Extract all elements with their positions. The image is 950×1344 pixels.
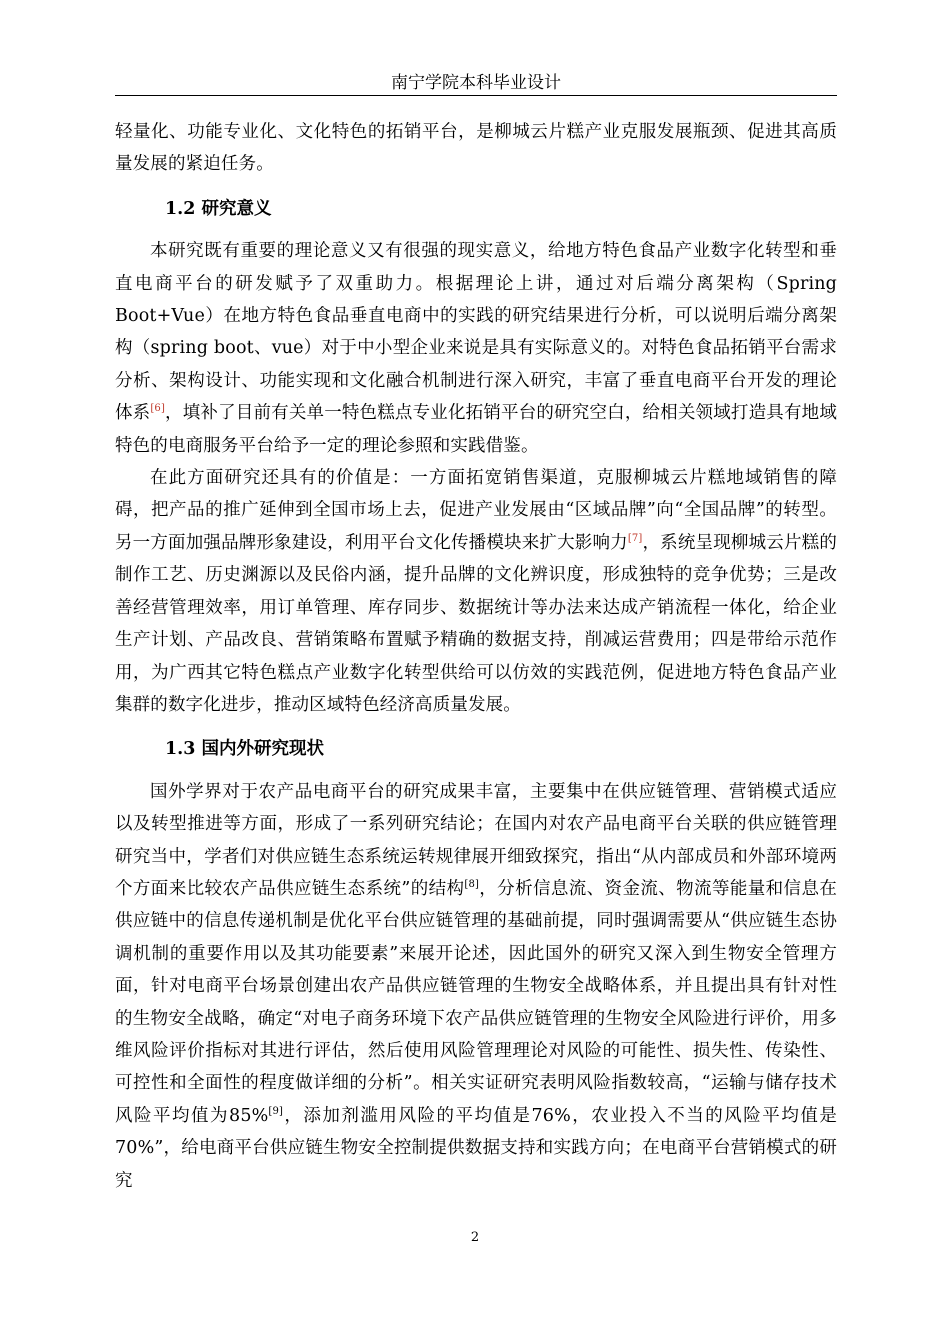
text-run: 轻量化、功能专业化、文化特色的拓销平台，是柳城云片糕产业克服发展瓶颈、促进其高质量发展的紧迫任务。 (115, 122, 837, 175)
citation-link[interactable]: [6] (150, 403, 165, 415)
citation-mark: [8] (464, 879, 480, 891)
text-run: ，系统呈现柳城云片糕的制作工艺、历史渊源以及民俗内涵，提升品牌的文化辨识度，形成独特的竞争优势；三是改善经营管理效率，用订单管理、库存同步、数据统计等办法来达成产销流程一体化，给企业生产计划、产品改良、营销策略布置赋予精确的数据支持，削减运营费用；四是带给示范作用，为广西其它特色糕点产业数字化转型供给可以仿效的实践范例，促进地方特色食品产业集群的数字化进步，推动区域特色经济高质量发展。 (115, 532, 837, 715)
paragraph (115, 462, 837, 721)
text-run: ，填补了目前有关单一特色糕点专业化拓销平台的研究空白，给相关领域打造具有地域特色的电商服务平台给予一定的理论参照和实践借鉴。 (115, 403, 837, 456)
text-run: 本研究既有重要的理论意义又有很强的现实意义，给地方特色食品产业数字化转型和垂直电商平台的研发赋予了双重助力。根据理论上讲，通过对后端分离架构（Spring Boot+Vue）在地方特色食品垂直电商中的实践的研究结果进行分析，可以说明后端分离架构（spring boot、vue）对于中小型企业来说是具有实际意义的。对特色食品拓销平台需求分析、架构设计、功能实现和文化融合机制进行深入研究，丰富了垂直电商平台开发的理论体系 (115, 241, 837, 424)
text-run: 在此方面研究还具有的价值是：一方面拓宽销售渠道，克服柳城云片糕地域销售的障碍，把产品的推广延伸到全国市场上去，促进产业发展由“区域品牌”向“全国品牌”的转型。另一方面加强品牌形象建设，利用平台文化传播模块来扩大影响力 (115, 468, 837, 553)
paragraph (115, 116, 837, 181)
text-run: ，添加剂滥用风险的平均值是76%，农业投入不当的风险平均值是70%”，给电商平台供应链生物安全控制提供数据支持和实践方向；在电商平台营销模式的研究 (115, 1105, 837, 1191)
section-heading: 1.2 研究意义 (165, 198, 272, 219)
text-run: 国外学界对于农产品电商平台的研究成果丰富，主要集中在供应链管理、营销模式适应以及转型推进等方面，形成了一系列研究结论；在国内对农产品电商平台关联的供应链管理研究当中，学者们对供应链生态系统运转规律展开细致探究，指出“从内部成员和外部环境两个方面来比较农产品供应链生态系统”的结构 (115, 781, 837, 899)
paragraph (115, 235, 837, 462)
header-rule (115, 95, 837, 96)
page-number: 2 (470, 1230, 480, 1245)
citation-mark: [9] (268, 1105, 284, 1117)
section-heading: 1.3 国内外研究现状 (165, 739, 325, 760)
paragraph (115, 776, 837, 1197)
text-run: ，分析信息流、资金流、物流等能量和信息在供应链中的信息传递机制是优化平台供应链管理的基础前提，同时强调需要从“供应链生态协调机制的重要作用以及其功能要素”来展开论述，因此国外的研究又深入到生物安全管理方面，针对电商平台场景创建出农产品供应链管理的生物安全战略体系，并且提出具有针对性的生物安全战略，确定“对电子商务环境下农产品供应链管理的生物安全风险进行评价，用多维风险评价指标对其进行评估，然后使用风险管理理论对风险的可能性、损失性、传染性、可控性和全面性的程度做详细的分析”。相关实证研究表明风险指数较高，“运输与储存技术风险平均值为85% (115, 878, 837, 1126)
page-header: 南宁学院本科毕业设计 (391, 73, 561, 93)
citation-link[interactable]: [7] (627, 533, 643, 545)
body-text (115, 116, 837, 1197)
